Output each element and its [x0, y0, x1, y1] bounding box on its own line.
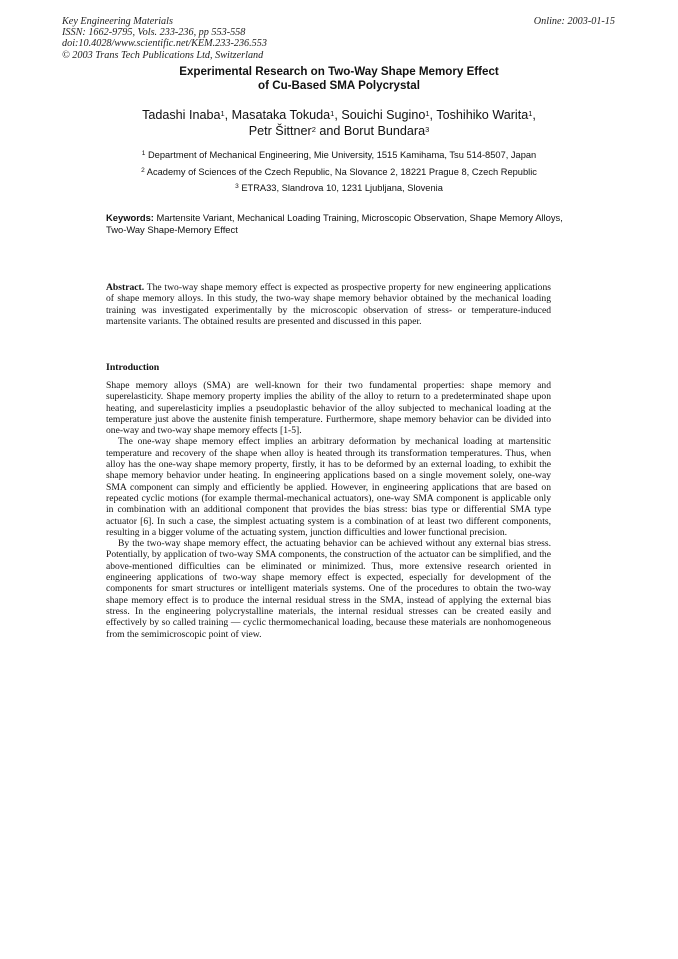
author-name: Masataka Tokuda — [231, 108, 331, 122]
affiliation-mark: 2 — [141, 166, 145, 174]
author-affil-mark: 2 — [311, 125, 316, 134]
author-affil-mark: 1 — [220, 109, 225, 118]
author-separator: , — [334, 108, 342, 122]
keywords-text: Martensite Variant, Mechanical Loading Training, Microscopic Observation, Shape Memory Alloys, Two-Way Shape-Memory Effect — [106, 212, 563, 236]
author-affil-mark: 3 — [425, 125, 430, 134]
abstract-label: Abstract. — [106, 282, 145, 293]
paper-title — [0, 65, 678, 93]
author-name: Toshihiko Warita — [436, 108, 529, 122]
intro-paragraph-2: The one-way shape memory effect implies an arbitrary deformation by mechanical loading at martensitic temperature and recovery of the shape when alloy is heated through its transformation temperatures. Thus, when alloy has the one-way shape memory property, firstly, it has to be deformed by an external loading, to exhibit the shape memory behavior under heating. In engineering applications based on a single movement solely, one-way SMA component can simply and efficiently be applied. However, in engineering applications that are based on repeated cyclic motions (for example thermal-mechanical actuators), one-way SMA component is applicable only in combination with an additional component that provides the bias stress: bias type or differential SMA type actuator [6]. In such a case, the simplest actuating system is a combination of at least two different components, resulting in a bigger volume of the actuating system, junction difficulties and lower functional precision. — [106, 436, 551, 538]
author-list — [0, 107, 678, 139]
author-name: Tadashi Inaba — [142, 108, 221, 122]
affiliation-text: Department of Mechanical Engineering, Mie University, 1515 Kamihama, Tsu 514-8507, Japan — [145, 150, 537, 160]
affiliation-1 — [0, 147, 678, 164]
author-line-1 — [0, 107, 678, 123]
author-separator: , — [429, 108, 437, 122]
author-name: Petr Šittner — [248, 124, 312, 138]
abstract-text: The two-way shape memory effect is expected as prospective property for new engineering applications of shape memory alloys. In this study, the two-way shape memory behavior obtained by the mechanical loading training was investigated experimentally by the microscopic observation of stress- or temperature-induced martensite variants. The obtained results are presented and discussed in this paper. — [106, 282, 551, 327]
intro-paragraph-3: By the two-way shape memory effect, the actuating behavior can be achieved without any external bias stress. Potentially, by application of two-way SMA components, the construction of the actuator can be simplified, and the above-mentioned difficulties can be eliminated or minimized. Thus, more extensive research oriented in engineering applications of two-way shape memory effect is expected, especially for development of the components for smart structures or intelligent materials systems. One of the procedures to obtain the two-way shape memory effect is to produce the internal residual stress in the SMA, instead of applying the external bias stress. In the engineering polycrystalline materials, the internal residual stresses can be created easily and effectively by so called training — cyclic thermomechanical loading, because these materials are nonhomogeneous from the semimicroscopic point of view. — [106, 538, 551, 640]
author-line-2 — [0, 123, 678, 139]
affiliation-list — [0, 147, 678, 197]
affiliation-text: Academy of Sciences of the Czech Republic, Na Slovance 2, 18221 Prague 8, Czech Republic — [144, 166, 537, 177]
title-line-2: of Cu-Based SMA Polycrystal — [258, 79, 420, 93]
author-affil-mark: 1 — [330, 109, 335, 118]
author-name: Souichi Sugino — [341, 108, 426, 122]
journal-name: Key Engineering Materials — [62, 16, 173, 27]
intro-paragraph-1: Shape memory alloys (SMA) are well-known for their two fundamental properties: shape memory and superelasticity. Shape memory property implies the ability of the alloy to return to a predeterminated shape upon heating, and superelasticity implies a pseudoplastic behavior of the alloy subjected to mechanical loading at the temperature just above the austenite finish temperature. Furthermore, shape memory behavior can be divided into one-way and two-way shape memory effects [1-5]. — [106, 380, 551, 437]
online-date: Online: 2003-01-15 — [533, 16, 615, 27]
keywords-label: Keywords: — [106, 212, 154, 223]
citation-header — [62, 16, 267, 61]
copyright-line: © 2003 Trans Tech Publications Ltd, Switzerland — [62, 49, 264, 61]
doi-line[interactable]: doi:10.4028/www.scientific.net/KEM.233-236.553 — [62, 38, 267, 50]
affiliation-3 — [0, 180, 678, 197]
title-line-1: Experimental Research on Two-Way Shape Memory Effect — [179, 65, 499, 78]
affiliation-2 — [0, 164, 678, 181]
keywords-block — [106, 212, 576, 237]
introduction-heading: Introduction — [106, 362, 160, 373]
author-separator: and — [315, 124, 344, 138]
author-affil-mark: 1 — [528, 109, 533, 118]
author-separator: , — [532, 108, 536, 122]
affiliation-mark: 1 — [141, 150, 146, 157]
introduction-body — [106, 380, 551, 640]
author-affil-mark: 1 — [425, 109, 430, 118]
author-separator: , — [224, 108, 232, 122]
abstract-block — [106, 282, 551, 327]
affiliation-text: ETRA33, Slandrova 10, 1231 Ljubljana, Slovenia — [238, 183, 443, 193]
issn-line: ISSN: 1662-9795, Vols. 233-236, pp 553-558 — [62, 27, 246, 39]
author-name: Borut Bundara — [343, 124, 426, 138]
affiliation-mark: 3 — [235, 183, 239, 190]
